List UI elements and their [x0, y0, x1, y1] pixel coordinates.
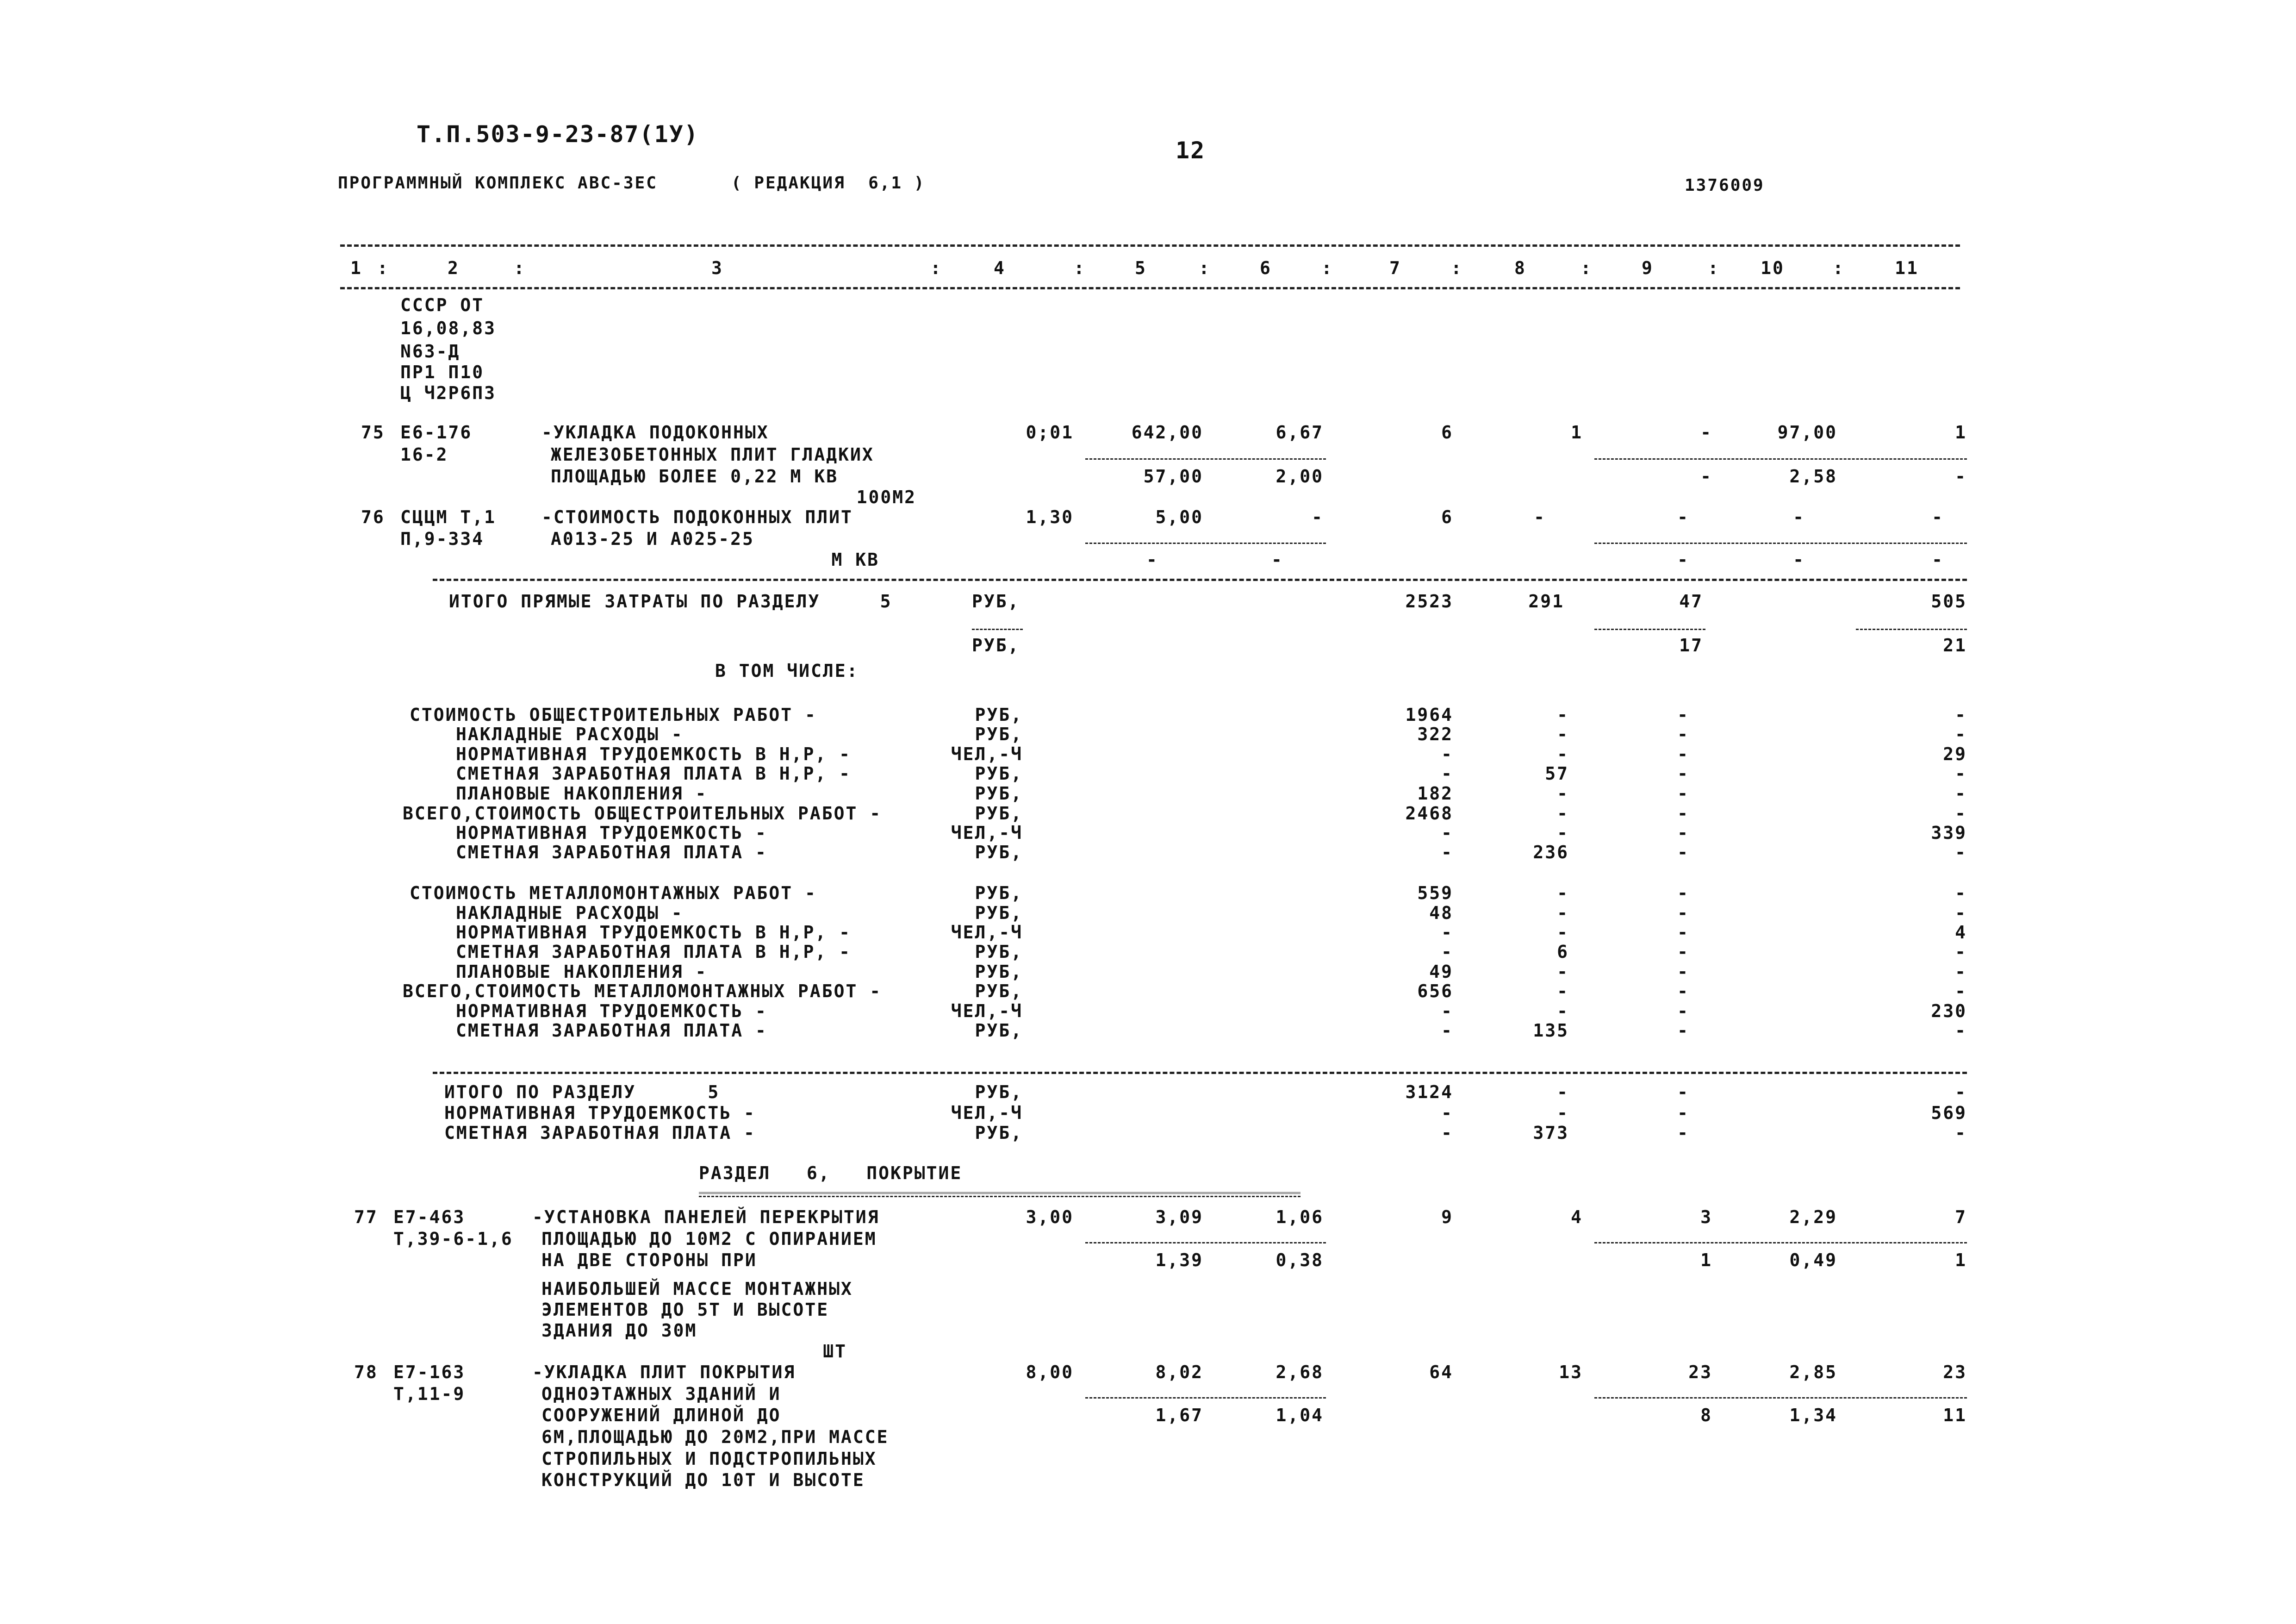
- col-header-11: 11: [1895, 258, 1919, 278]
- document-code: Т.П.503-9-23-87(1У): [417, 121, 699, 148]
- page-number: 12: [1176, 137, 1206, 164]
- cell-col5-wage: -: [1146, 550, 1158, 570]
- breakdown-col7: 1964: [1405, 705, 1453, 725]
- total-col11: 505: [1931, 591, 1967, 612]
- total-unit: РУБ,: [972, 591, 1020, 612]
- cell-col10: 97,00: [1777, 422, 1837, 443]
- row-number: 76: [361, 507, 385, 527]
- breakdown-col11: -: [1955, 962, 1967, 982]
- ref-line: СССР ОТ: [400, 295, 485, 315]
- col-header-8: 8: [1514, 258, 1526, 278]
- breakdown-unit: РУБ,: [975, 903, 1023, 923]
- breakdown-unit: РУБ,: [975, 763, 1023, 784]
- breakdown-col8: -: [1557, 705, 1569, 725]
- work-description: ЗДАНИЯ ДО 30М: [541, 1320, 697, 1341]
- rate-subcode: Т,39-6-1,6: [393, 1229, 513, 1249]
- col-separator: :: [1833, 258, 1845, 278]
- section-rule: [433, 1072, 1967, 1074]
- cell-col11-wage: -: [1932, 550, 1944, 570]
- cell-col10-wage: 2,58: [1789, 466, 1837, 487]
- col-separator: :: [1580, 258, 1593, 278]
- breakdown-unit: РУБ,: [975, 705, 1023, 725]
- work-description: ЖЕЛЕЗОБЕТОННЫХ ПЛИТ ГЛАДКИХ: [551, 444, 874, 465]
- breakdown-col8: -: [1557, 803, 1569, 824]
- breakdown-col9: -: [1677, 763, 1689, 784]
- breakdown-col11: -: [1955, 1020, 1967, 1041]
- cell-col5: 5,00: [1155, 507, 1203, 527]
- cell-col5: 642,00: [1131, 422, 1203, 443]
- unit: ШТ: [823, 1341, 847, 1362]
- breakdown-col11: -: [1955, 842, 1967, 862]
- section-total-col7: -: [1441, 1123, 1453, 1143]
- work-description: НАИБОЛЬШЕЙ МАССЕ МОНТАЖНЫХ: [541, 1279, 853, 1299]
- breakdown-col8: 57: [1545, 763, 1569, 784]
- breakdown-col7: 49: [1429, 962, 1453, 982]
- work-description: -УКЛАДКА ПОДОКОННЫХ: [541, 422, 769, 443]
- breakdown-col11: 230: [1931, 1001, 1967, 1021]
- cell-col11-wage: 11: [1943, 1405, 1967, 1425]
- breakdown-col9: -: [1677, 942, 1689, 962]
- breakdown-col8: 6: [1557, 942, 1569, 962]
- breakdown-label: ПЛАНОВЫЕ НАКОПЛЕНИЯ -: [456, 962, 708, 982]
- cell-col4: 3,00: [1026, 1207, 1074, 1227]
- section-total-label: НОРМАТИВНАЯ ТРУДОЕМКОСТЬ -: [444, 1103, 756, 1123]
- breakdown-col9: -: [1677, 705, 1689, 725]
- breakdown-unit: ЧЕЛ,-Ч: [951, 1001, 1023, 1021]
- cell-col10: 2,29: [1789, 1207, 1837, 1227]
- breakdown-label: НОРМАТИВНАЯ ТРУДОЕМКОСТЬ В Н,Р, -: [456, 922, 851, 943]
- cell-col4: 8,00: [1026, 1362, 1074, 1382]
- breakdown-col8: 135: [1533, 1020, 1569, 1041]
- cell-col8: -: [1534, 507, 1546, 527]
- breakdown-col7: 48: [1429, 903, 1453, 923]
- cell-col9-wage: 8: [1700, 1405, 1712, 1425]
- section-6-heading: РАЗДЕЛ 6, ПОКРЫТИЕ: [699, 1163, 963, 1183]
- work-description: -СТОИМОСТЬ ПОДОКОННЫХ ПЛИТ: [541, 507, 853, 527]
- breakdown-col8: -: [1557, 981, 1569, 1001]
- breakdown-col7: 322: [1417, 724, 1453, 744]
- col-separator: :: [1199, 258, 1211, 278]
- breakdown-col9: -: [1677, 903, 1689, 923]
- cell-col11: 7: [1955, 1207, 1967, 1227]
- cell-col5: 3,09: [1155, 1207, 1203, 1227]
- work-description: 6М,ПЛОЩАДЬЮ ДО 20М2,ПРИ МАССЕ: [541, 1427, 889, 1447]
- breakdown-label: СМЕТНАЯ ЗАРАБОТНАЯ ПЛАТА -: [456, 842, 767, 862]
- col-header-10: 10: [1761, 258, 1785, 278]
- work-description: СООРУЖЕНИЙ ДЛИНОЙ ДО: [541, 1405, 781, 1425]
- cell-col11-wage: -: [1955, 466, 1967, 487]
- total-col7: 2523: [1405, 591, 1453, 612]
- breakdown-col11: 4: [1955, 922, 1967, 943]
- breakdown-col7: -: [1441, 922, 1453, 943]
- breakdown-label: СМЕТНАЯ ЗАРАБОТНАЯ ПЛАТА -: [456, 1020, 767, 1041]
- breakdown-col8: -: [1557, 903, 1569, 923]
- breakdown-unit: РУБ,: [975, 942, 1023, 962]
- breakdown-col8: 236: [1533, 842, 1569, 862]
- breakdown-unit: РУБ,: [975, 1020, 1023, 1041]
- cell-col5-wage: 57,00: [1143, 466, 1203, 487]
- breakdown-col8: -: [1557, 783, 1569, 804]
- breakdown-col11: -: [1955, 803, 1967, 824]
- section-total-col11: -: [1955, 1082, 1967, 1102]
- breakdown-col8: -: [1557, 744, 1569, 764]
- breakdown-col9: -: [1677, 883, 1689, 903]
- breakdown-col9: -: [1677, 962, 1689, 982]
- breakdown-col11: -: [1955, 724, 1967, 744]
- breakdown-col11: 339: [1931, 823, 1967, 843]
- cell-col11: 23: [1943, 1362, 1967, 1382]
- breakdown-col11: -: [1955, 763, 1967, 784]
- breakdown-unit: РУБ,: [975, 962, 1023, 982]
- breakdown-label: НАКЛАДНЫЕ РАСХОДЫ -: [456, 724, 684, 744]
- breakdown-col7: -: [1441, 1020, 1453, 1041]
- cell-col4: 1,30: [1026, 507, 1074, 527]
- breakdown-unit: РУБ,: [975, 783, 1023, 804]
- breakdown-col9: -: [1677, 724, 1689, 744]
- breakdown-col9: -: [1677, 981, 1689, 1001]
- ref-line: 16,08,83: [400, 318, 497, 338]
- work-description: ОДНОЭТАЖНЫХ ЗДАНИЙ И: [541, 1384, 781, 1404]
- cell-col6-wage: 2,00: [1276, 466, 1324, 487]
- col-separator: :: [1321, 258, 1333, 278]
- breakdown-col11: -: [1955, 981, 1967, 1001]
- wage-rule: [1085, 1397, 1326, 1399]
- col-header-2: 2: [448, 258, 460, 278]
- breakdown-col9: -: [1677, 823, 1689, 843]
- breakdown-label: НОРМАТИВНАЯ ТРУДОЕМКОСТЬ -: [456, 1001, 767, 1021]
- col-header-6: 6: [1260, 258, 1272, 278]
- row-number: 77: [354, 1207, 378, 1227]
- cell-col6-wage: 0,38: [1276, 1250, 1324, 1270]
- cell-col9: -: [1677, 507, 1689, 527]
- cell-col11: -: [1932, 507, 1944, 527]
- breakdown-col8: -: [1557, 922, 1569, 943]
- cell-col6: 6,67: [1276, 422, 1324, 443]
- breakdown-col7: -: [1441, 744, 1453, 764]
- total-col9: 47: [1679, 591, 1703, 612]
- cell-col6-wage: -: [1271, 550, 1283, 570]
- wage-rule: [1085, 543, 1326, 544]
- section-total-label: СМЕТНАЯ ЗАРАБОТНАЯ ПЛАТА -: [444, 1123, 756, 1143]
- breakdown-label: ВСЕГО,СТОИМОСТЬ МЕТАЛЛОМОНТАЖНЫХ РАБОТ -: [403, 981, 882, 1001]
- cell-col6: 2,68: [1276, 1362, 1324, 1382]
- ref-line: Ц Ч2Р6П3: [400, 383, 497, 403]
- breakdown-label: СМЕТНАЯ ЗАРАБОТНАЯ ПЛАТА В Н,Р, -: [456, 763, 851, 784]
- rate-code: СЦЦМ Т,1: [400, 507, 497, 527]
- cell-col6: -: [1312, 507, 1324, 527]
- section-total-col8: -: [1557, 1082, 1569, 1102]
- breakdown-col7: 559: [1417, 883, 1453, 903]
- wage-rule: [1594, 458, 1967, 460]
- breakdown-label: НАКЛАДНЫЕ РАСХОДЫ -: [456, 903, 684, 923]
- col-header-3: 3: [711, 258, 723, 278]
- breakdown-col7: -: [1441, 842, 1453, 862]
- breakdown-col7: 656: [1417, 981, 1453, 1001]
- wage-rule: [1594, 629, 1705, 630]
- rate-subcode: П,9-334: [400, 529, 485, 549]
- breakdown-col8: -: [1557, 724, 1569, 744]
- breakdown-col9: -: [1677, 1001, 1689, 1021]
- wage-rule: [1856, 629, 1967, 630]
- section-total-col11: -: [1955, 1123, 1967, 1143]
- work-description: КОНСТРУКЦИЙ ДО 10Т И ВЫСОТЕ: [541, 1470, 865, 1490]
- col-separator: :: [514, 258, 526, 278]
- ref-line: N63-Д: [400, 341, 460, 362]
- section-total-col9: -: [1677, 1103, 1689, 1123]
- cell-col7: 6: [1441, 507, 1453, 527]
- breakdown-col9: -: [1677, 783, 1689, 804]
- wage-rule: [1594, 1397, 1967, 1399]
- total-col8: 291: [1528, 591, 1564, 612]
- col-separator: :: [930, 258, 942, 278]
- cell-col7: 9: [1441, 1207, 1453, 1227]
- col-separator: :: [1074, 258, 1086, 278]
- cell-col11: 1: [1955, 422, 1967, 443]
- breakdown-col8: -: [1557, 1001, 1569, 1021]
- breakdown-col11: 29: [1943, 744, 1967, 764]
- breakdown-col11: -: [1955, 883, 1967, 903]
- breakdown-unit: РУБ,: [975, 981, 1023, 1001]
- breakdown-col11: -: [1955, 705, 1967, 725]
- edition: ( РЕДАКЦИЯ 6,1 ): [731, 174, 926, 193]
- cell-col9-wage: -: [1677, 550, 1689, 570]
- ref-line: ПР1 П10: [400, 362, 485, 382]
- section-total-col11: 569: [1931, 1103, 1967, 1123]
- breakdown-label: ВСЕГО,СТОИМОСТЬ ОБЩЕСТРОИТЕЛЬНЫХ РАБОТ -: [403, 803, 882, 824]
- col-header-4: 4: [994, 258, 1006, 278]
- row-number: 78: [354, 1362, 378, 1382]
- breakdown-unit: ЧЕЛ,-Ч: [951, 922, 1023, 943]
- work-description: ЭЛЕМЕНТОВ ДО 5Т И ВЫСОТЕ: [541, 1299, 829, 1320]
- breakdown-unit: РУБ,: [975, 842, 1023, 862]
- breakdown-col11: -: [1955, 783, 1967, 804]
- rate-subcode: Т,11-9: [393, 1384, 466, 1404]
- cell-col6: 1,06: [1276, 1207, 1324, 1227]
- breakdown-col9: -: [1677, 842, 1689, 862]
- breakdown-col7: -: [1441, 1001, 1453, 1021]
- col-separator: :: [377, 258, 389, 278]
- col-header-7: 7: [1389, 258, 1401, 278]
- col-separator: :: [1451, 258, 1463, 278]
- cell-col9-wage: -: [1700, 466, 1712, 487]
- cell-col10: 2,85: [1789, 1362, 1837, 1382]
- work-description: ПЛОЩАДЬЮ ДО 10М2 С ОПИРАНИЕМ: [541, 1229, 877, 1249]
- unit: 100М2: [856, 487, 916, 507]
- breakdown-col8: -: [1557, 823, 1569, 843]
- section-total-col9: -: [1677, 1123, 1689, 1143]
- rate-code: Е7-463: [393, 1207, 466, 1227]
- cell-col5-wage: 1,67: [1155, 1405, 1203, 1425]
- row-number: 75: [361, 422, 385, 443]
- breakdown-col9: -: [1677, 744, 1689, 764]
- total-unit-wage: РУБ,: [972, 635, 1020, 656]
- work-description: А013-25 И А025-25: [551, 529, 754, 549]
- work-description: ПЛОЩАДЬЮ БОЛЕЕ 0,22 М КВ: [551, 466, 839, 487]
- wage-rule: [972, 629, 1023, 630]
- col-separator: :: [1708, 258, 1720, 278]
- cell-col7: 6: [1441, 422, 1453, 443]
- cell-col5-wage: 1,39: [1155, 1250, 1203, 1270]
- section-total-col7: 3124: [1405, 1082, 1453, 1102]
- section-total-col9: -: [1677, 1082, 1689, 1102]
- breakdown-col11: -: [1955, 903, 1967, 923]
- work-description: НА ДВЕ СТОРОНЫ ПРИ: [541, 1250, 757, 1270]
- rate-subcode: 16-2: [400, 444, 448, 465]
- breakdown-label: ПЛАНОВЫЕ НАКОПЛЕНИЯ -: [456, 783, 708, 804]
- program-name: ПРОГРАММНЫЙ КОМПЛЕКС АВС-3ЕС: [338, 174, 658, 193]
- section-total-label: ИТОГО ПО РАЗДЕЛУ 5: [444, 1082, 720, 1102]
- cell-col9: 23: [1688, 1362, 1712, 1382]
- breakdown-label: СТОИМОСТЬ МЕТАЛЛОМОНТАЖНЫХ РАБОТ -: [410, 883, 817, 903]
- subhead-including: В ТОМ ЧИСЛЕ:: [715, 661, 859, 681]
- col-header-5: 5: [1135, 258, 1147, 278]
- work-description: СТРОПИЛЬНЫХ И ПОДСТРОПИЛЬНЫХ: [541, 1449, 877, 1469]
- breakdown-col8: -: [1557, 962, 1569, 982]
- breakdown-unit: РУБ,: [975, 803, 1023, 824]
- cell-col8: 13: [1559, 1362, 1583, 1382]
- cell-col5: 8,02: [1155, 1362, 1203, 1382]
- unit: М КВ: [831, 550, 879, 570]
- breakdown-unit: РУБ,: [975, 883, 1023, 903]
- breakdown-col11: -: [1955, 942, 1967, 962]
- cell-col6-wage: 1,04: [1276, 1405, 1324, 1425]
- total-label: ИТОГО ПРЯМЫЕ ЗАТРАТЫ ПО РАЗДЕЛУ 5: [449, 591, 892, 612]
- section-total-unit: РУБ,: [975, 1082, 1023, 1102]
- heading-underline: [699, 1192, 1300, 1197]
- breakdown-label: СТОИМОСТЬ ОБЩЕСТРОИТЕЛЬНЫХ РАБОТ -: [410, 705, 817, 725]
- section-total-col7: -: [1441, 1103, 1453, 1123]
- cell-col10: -: [1793, 507, 1805, 527]
- wage-rule: [1594, 1242, 1967, 1243]
- rate-code: Е7-163: [393, 1362, 466, 1382]
- col-header-9: 9: [1642, 258, 1654, 278]
- breakdown-col9: -: [1677, 1020, 1689, 1041]
- section-total-col8: 373: [1533, 1123, 1569, 1143]
- cell-col8: 4: [1571, 1207, 1583, 1227]
- breakdown-col7: 2468: [1405, 803, 1453, 824]
- breakdown-col8: -: [1557, 883, 1569, 903]
- col-header-1: 1: [350, 258, 362, 278]
- cell-col4: 0;01: [1026, 422, 1074, 443]
- breakdown-col7: -: [1441, 942, 1453, 962]
- cell-col10-wage: 0,49: [1789, 1250, 1837, 1270]
- document-number: 1376009: [1685, 176, 1765, 195]
- breakdown-col7: 182: [1417, 783, 1453, 804]
- cell-col8: 1: [1571, 422, 1583, 443]
- section-total-unit: ЧЕЛ,-Ч: [951, 1103, 1023, 1123]
- total-col9-wage: 17: [1679, 635, 1703, 656]
- breakdown-unit: ЧЕЛ,-Ч: [951, 744, 1023, 764]
- breakdown-label: НОРМАТИВНАЯ ТРУДОЕМКОСТЬ В Н,Р, -: [456, 744, 851, 764]
- wage-rule: [1085, 1242, 1326, 1243]
- header-bottom-rule: [340, 287, 1960, 289]
- section-rule: [433, 579, 1967, 581]
- cell-col9: -: [1700, 422, 1712, 443]
- section-total-col8: -: [1557, 1103, 1569, 1123]
- rate-code: Е6-176: [400, 422, 473, 443]
- cell-col9: 3: [1700, 1207, 1712, 1227]
- wage-rule: [1594, 543, 1967, 544]
- breakdown-label: СМЕТНАЯ ЗАРАБОТНАЯ ПЛАТА В Н,Р, -: [456, 942, 851, 962]
- work-description: -УСТАНОВКА ПАНЕЛЕЙ ПЕРЕКРЫТИЯ: [532, 1207, 880, 1227]
- breakdown-col9: -: [1677, 922, 1689, 943]
- section-total-unit: РУБ,: [975, 1123, 1023, 1143]
- cell-col9-wage: 1: [1700, 1250, 1712, 1270]
- breakdown-label: НОРМАТИВНАЯ ТРУДОЕМКОСТЬ -: [456, 823, 767, 843]
- breakdown-col7: -: [1441, 823, 1453, 843]
- cell-col7: 64: [1429, 1362, 1453, 1382]
- total-col11-wage: 21: [1943, 635, 1967, 656]
- breakdown-col9: -: [1677, 803, 1689, 824]
- breakdown-unit: ЧЕЛ,-Ч: [951, 823, 1023, 843]
- cell-col10-wage: -: [1793, 550, 1805, 570]
- wage-rule: [1085, 458, 1326, 460]
- breakdown-unit: РУБ,: [975, 724, 1023, 744]
- cell-col10-wage: 1,34: [1789, 1405, 1837, 1425]
- work-description: -УКЛАДКА ПЛИТ ПОКРЫТИЯ: [532, 1362, 796, 1382]
- table-top-rule: [340, 244, 1960, 247]
- cell-col11-wage: 1: [1955, 1250, 1967, 1270]
- breakdown-col7: -: [1441, 763, 1453, 784]
